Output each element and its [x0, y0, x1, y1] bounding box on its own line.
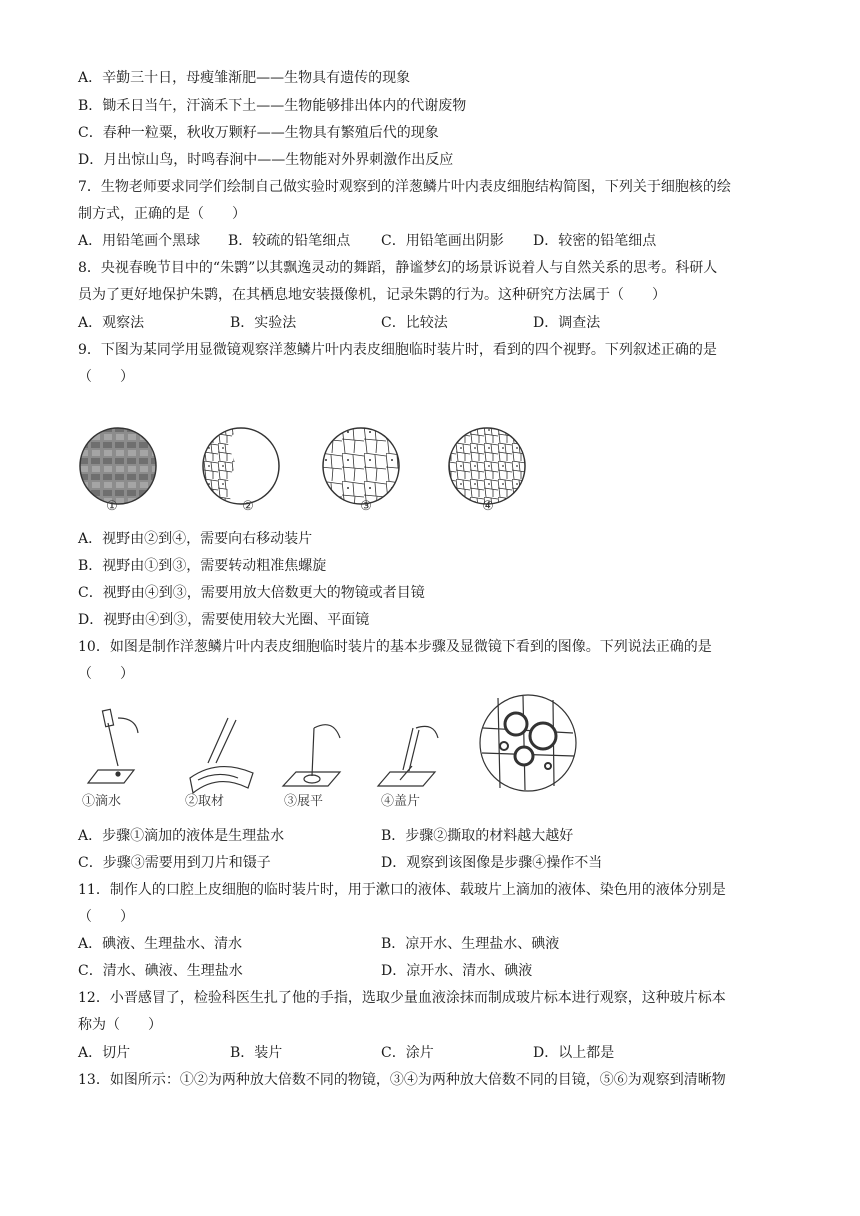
q8-option-c: C．比较法	[381, 315, 448, 331]
field-4-small-cells	[446, 425, 536, 507]
step-label-1: ①滴水	[82, 794, 122, 809]
q12-option-a: A．切片	[78, 1045, 131, 1061]
step-label-2: ②取材	[185, 794, 225, 809]
q11-stem-cont: （ ）	[78, 909, 134, 925]
field-label-4: ④	[482, 499, 494, 514]
q9-option-b: B．视野由①到③，需要转动粗准焦螺旋	[78, 558, 327, 574]
step-label-3: ③展平	[284, 794, 324, 809]
q7-option-c: C．用铅笔画出阴影	[381, 233, 504, 249]
field-label-3: ③	[360, 499, 372, 514]
q8-option-a: A．观察法	[78, 315, 145, 331]
q10-stem-cont: （ ）	[78, 666, 134, 682]
q8-stem: 8．央视春晚节目中的“朱鹮”以其飘逸灵动的舞蹈，静谧梦幻的场景诉说着人与自然关系的思考。科研人	[78, 260, 718, 276]
field-3-large-cells	[318, 425, 408, 507]
q10-slide-steps-figure	[78, 688, 578, 810]
q8-option-d: D．调查法	[533, 315, 601, 331]
q7-stem: 7．生物老师要求同学们绘制自己做实验时观察到的洋葱鳞片叶内表皮细胞结构简图，下列关于细胞核的绘	[78, 179, 731, 195]
q10-option-c: C．步骤③需要用到刀片和镊子	[78, 855, 271, 871]
q12-stem: 12．小晋感冒了，检验科医生扎了他的手指，选取少量血液涂抹而制成玻片标本进行观察，这种玻片标本	[78, 990, 726, 1006]
q9-option-a: A．视野由②到④，需要向右移动装片	[78, 531, 313, 547]
q7-stem-cont: 制方式，正确的是（ ）	[78, 206, 246, 222]
q10-stem: 10．如图是制作洋葱鳞片叶内表皮细胞临时装片的基本步骤及显微镜下看到的图像。下列说法正确的是	[78, 639, 712, 655]
q13-stem: 13．如图所示：①②为两种放大倍数不同的物镜，③④为两种放大倍数不同的目镜，⑤⑥为观察到清晰物	[78, 1072, 726, 1088]
microscope-view-bubbles	[480, 695, 576, 791]
q9-stem: 9．下图为某同学用显微镜观察洋葱鳞片叶内表皮细胞临时装片时，看到的四个视野。下列叙述正确的是	[78, 342, 717, 358]
q9-option-c: C．视野由④到③，需要用放大倍数更大的物镜或者目镜	[78, 585, 425, 601]
step2-peel-illustration	[190, 718, 253, 793]
step3-spread-illustration	[283, 725, 340, 786]
q10-option-b: B．步骤②撕取的材料越大越好	[381, 828, 574, 844]
q8-stem-cont: 员为了更好地保护朱鹮，在其栖息地安装摄像机，记录朱鹮的行为。这种研究方法属于（ ）	[78, 287, 666, 303]
q9-option-d: D．视野由④到③，需要使用较大光圈、平面镜	[78, 612, 370, 628]
field-label-1: ①	[106, 499, 118, 514]
q12-option-c: C．涂片	[381, 1045, 434, 1061]
step4-coverslip-illustration	[378, 726, 438, 786]
q7-option-d: D．较密的铅笔细点	[533, 233, 657, 249]
q11-option-a: A．碘液、生理盐水、清水	[78, 936, 243, 952]
q10-option-d: D．观察到该图像是步骤④操作不当	[381, 855, 603, 871]
step-label-4: ④盖片	[381, 794, 421, 809]
q7-option-b: B．较疏的铅笔细点	[228, 233, 351, 249]
q6-option-a: A．辛勤三十日，母瘦雏渐肥——生物具有遗传的现象	[78, 70, 411, 86]
q6-option-c: C．春种一粒粟，秋收万颗籽——生物具有繁殖后代的现象	[78, 125, 439, 141]
field-label-2: ②	[242, 499, 254, 514]
q9-stem-cont: （ ）	[78, 369, 134, 385]
q7-option-a: A．用铅笔画个黑球	[78, 233, 201, 249]
q9-microscope-fields-figure	[78, 425, 538, 515]
field-1-blurry	[78, 425, 158, 507]
step1-dropper-illustration	[88, 709, 138, 783]
q8-option-b: B．实验法	[230, 315, 297, 331]
q12-option-b: B．装片	[230, 1045, 283, 1061]
q11-option-b: B．凉开水、生理盐水、碘液	[381, 936, 560, 952]
q10-option-a: A．步骤①滴加的液体是生理盐水	[78, 828, 285, 844]
q12-stem-cont: 称为（ ）	[78, 1017, 162, 1033]
q12-option-d: D．以上都是	[533, 1045, 615, 1061]
q11-option-d: D．凉开水、清水、碘液	[381, 963, 533, 979]
q6-option-d: D．月出惊山鸟，时鸣春涧中——生物能对外界刺激作出反应	[78, 152, 454, 168]
q11-stem: 11．制作人的口腔上皮细胞的临时装片时，用于漱口的液体、载玻片上滴加的液体、染色用的液体分别是	[78, 882, 726, 898]
q11-option-c: C．清水、碘液、生理盐水	[78, 963, 243, 979]
q6-option-b: B．锄禾日当午，汗滴禾下土——生物能够排出体内的代谢废物	[78, 98, 467, 114]
